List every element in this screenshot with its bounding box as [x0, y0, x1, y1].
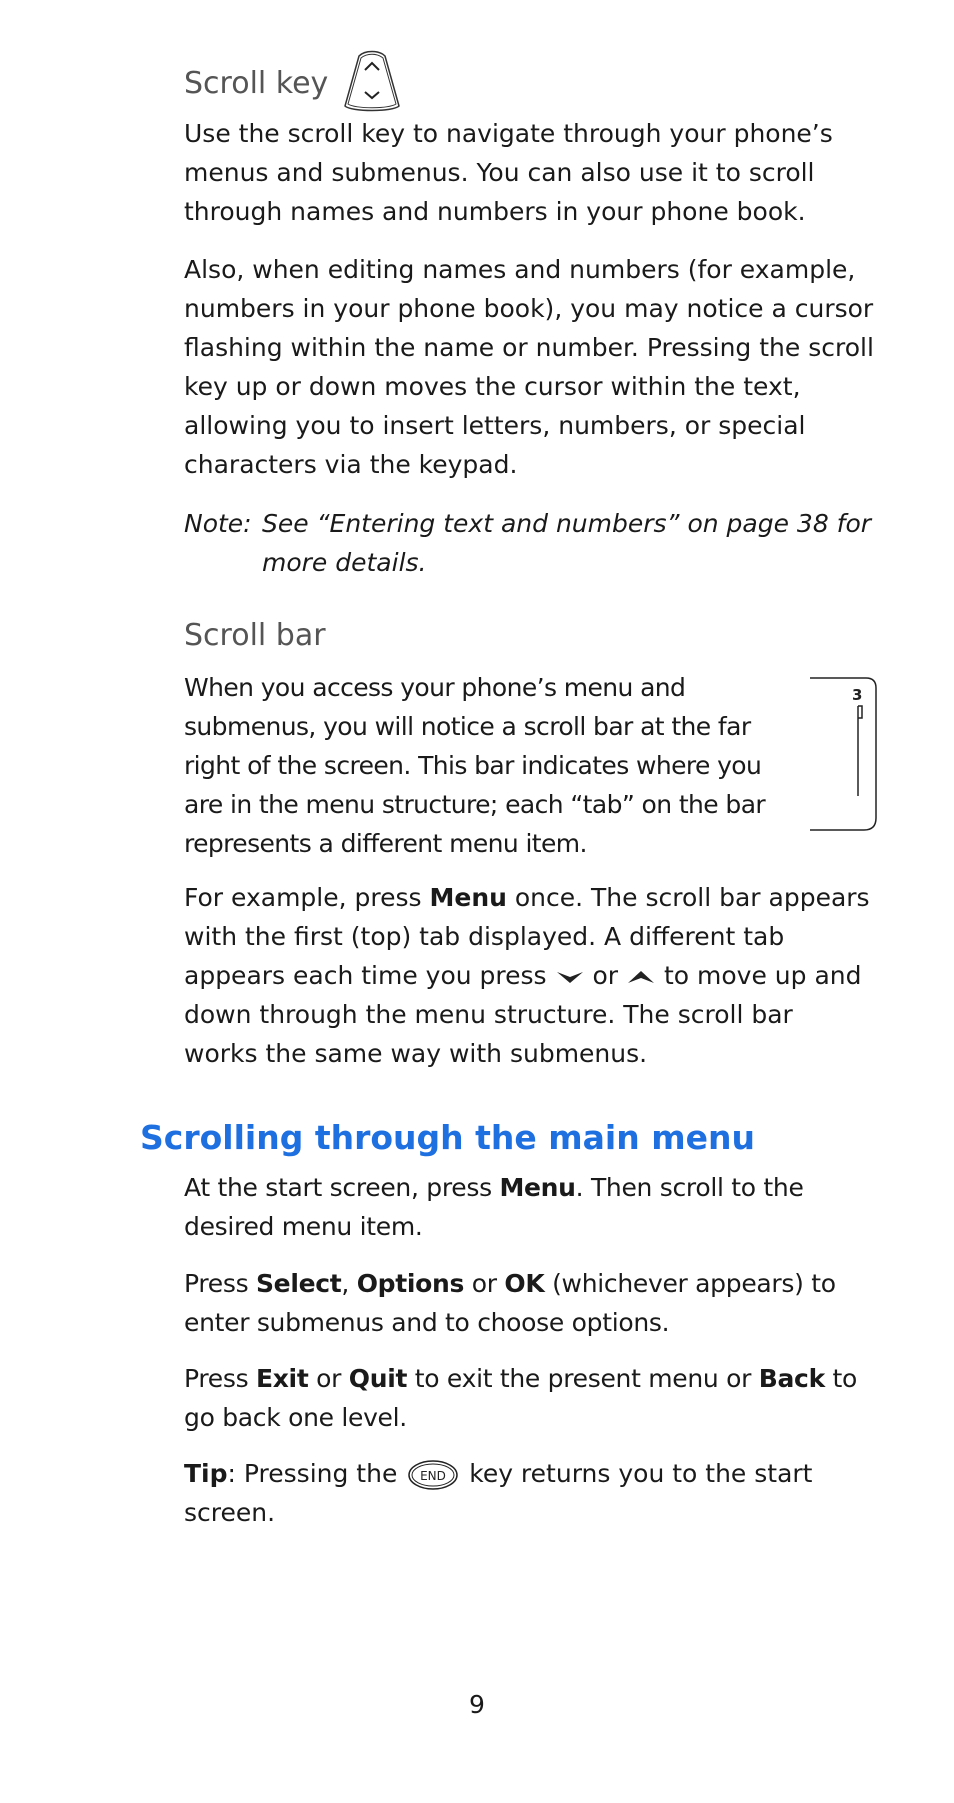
end-key-icon: [405, 1457, 461, 1493]
tip-paragraph: Tip: Pressing the END key returns you to the start screen.: [184, 1459, 813, 1527]
scroll-bar-paragraph-2: For example, press Menu once. The scroll bar appears with the first (top) tab displayed. A different tab appears each time you press or to move up and down through the menu structure. The scroll bar works the same way with submenus.: [184, 883, 870, 1068]
svg-text:END: END: [420, 1469, 447, 1483]
page-number: 9: [469, 1690, 485, 1719]
scroll-key-icon: [341, 50, 403, 116]
scroll-key-paragraph-1: Use the scroll key to navigate through your phone’s menus and submenus. You can also use it to scroll through names and numbers in your phone book.: [184, 119, 833, 226]
scroll-up-icon: [626, 967, 656, 987]
note-text: See “Entering text and numbers” on page 38 for more details.: [262, 509, 872, 577]
scroll-bar-illustration: [808, 676, 880, 836]
scroll-bar-number: 3: [852, 686, 863, 704]
section-title: Scrolling through the main menu: [140, 1118, 755, 1157]
main-menu-paragraph-2: Press Select, Options or OK (whichever appears) to enter submenus and to choose options.: [184, 1269, 836, 1337]
tip-label: Tip: [184, 1459, 228, 1488]
scroll-down-icon: [555, 967, 585, 987]
main-menu-paragraph-3: Press Exit or Quit to exit the present menu or Back to go back one level.: [184, 1364, 858, 1432]
scroll-bar-heading: Scroll bar: [184, 618, 326, 653]
scroll-key-heading: Scroll key: [184, 66, 329, 101]
menu-key-label: Menu: [429, 883, 507, 912]
main-menu-paragraph-1: At the start screen, press Menu. Then scroll to the desired menu item.: [184, 1173, 804, 1241]
note-label: Note:: [184, 509, 252, 538]
scroll-key-paragraph-2: Also, when editing names and numbers (for example, numbers in your phone book), you may notice a cursor flashing within the name or number. Pressing the scroll key up or down moves the cursor within the text, allowing you to insert letters, numbers, or special characters via the keypad.: [184, 255, 874, 479]
scroll-bar-paragraph-1: When you access your phone’s menu and submenus, you will notice a scroll bar at the far right of the screen. This bar indicates where you are in the menu structure; each “tab” on the bar represents a different menu item.: [184, 673, 766, 858]
